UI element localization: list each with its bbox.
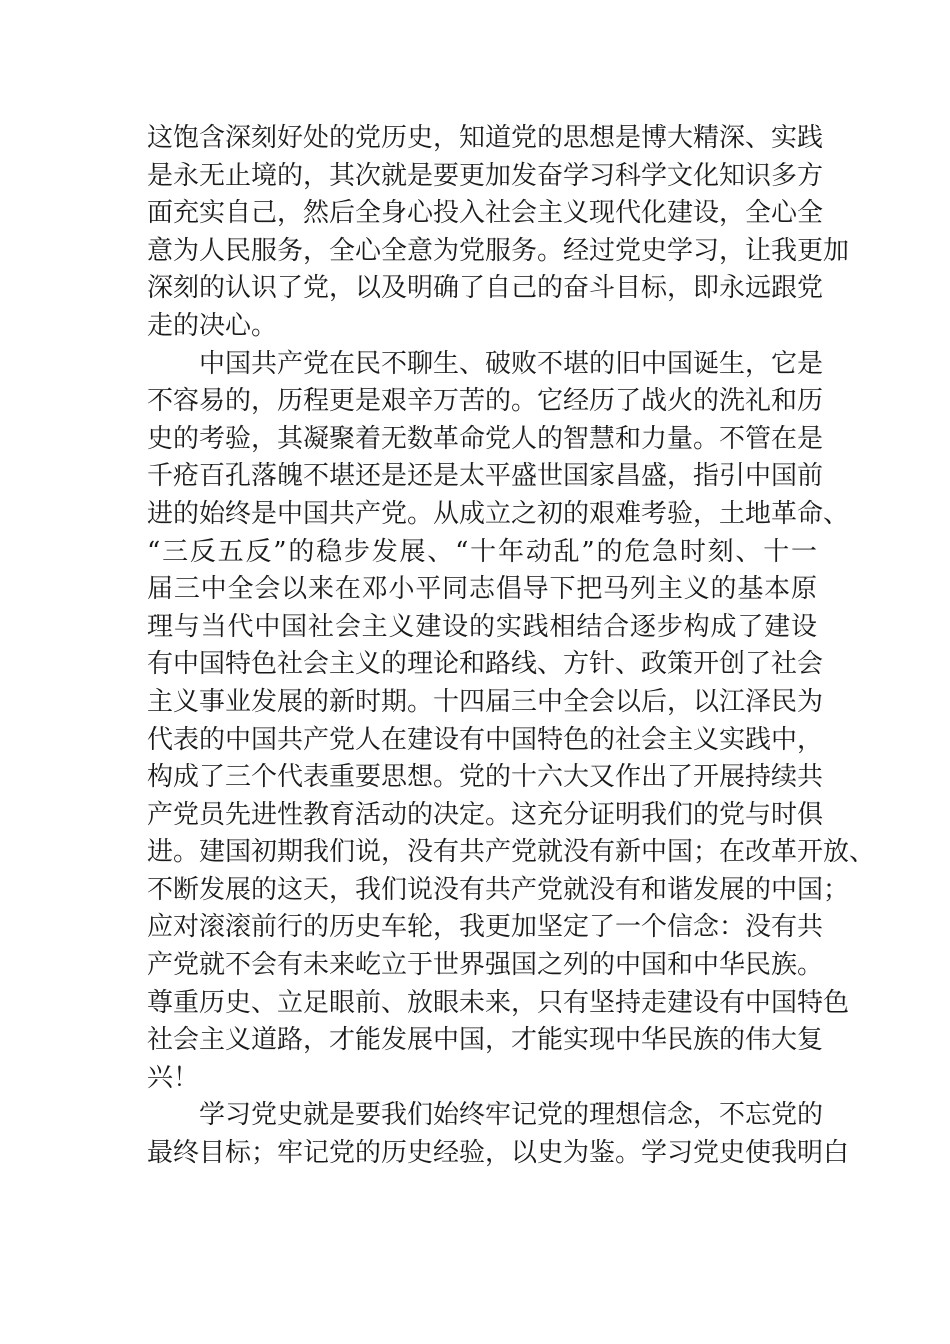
paragraph-2-line-4: 千疮百孔落魄不堪还是还是太平盛世国家昌盛，指引中国前: [147, 461, 824, 492]
paragraph-1-line-4: 意为人民服务，全心全意为党服务。经过党史学习，让我更加: [147, 235, 850, 266]
paragraph-2-line-16: 应对滚滚前行的历史车轮，我更加坚定了一个信念：没有共: [147, 912, 824, 943]
paragraph-2-line-19: 社会主义道路，才能发展中国，才能实现中华民族的伟大复: [147, 1025, 824, 1056]
paragraph-1-line-5: 深刻的认识了党，以及明确了自己的奋斗目标，即永远跟党: [147, 273, 824, 304]
paragraph-2-line-15: 不断发展的这天，我们说没有共产党就没有和谐发展的中国；: [147, 874, 850, 905]
paragraph-2-line-5: 进的始终是中国共产党。从成立之初的艰难考验，土地革命、: [147, 498, 850, 529]
paragraph-2-line-9: 有中国特色社会主义的理论和路线、方针、政策开创了社会: [147, 649, 824, 680]
paragraph-1-line-1: 这饱含深刻好处的党历史，知道党的思想是博大精深、实践: [147, 123, 824, 153]
document-body: [147, 120, 876, 1173]
paragraph-2-line-13: 产党员先进性教育活动的决定。这充分证明我们的党与时俱: [147, 799, 824, 830]
paragraph-2-line-8: 理与当代中国社会主义建设的实践相结合逐步构成了建设: [147, 611, 817, 642]
paragraph-3-line-2: 最终目标；牢记党的历史经验，以史为鉴。学习党史使我明白: [147, 1138, 850, 1169]
paragraph-3-line-1: 学习党史就是要我们始终牢记党的理想信念，不忘党的: [199, 1100, 824, 1131]
paragraph-2-line-12: 构成了三个代表重要思想。党的十六大又作出了开展持续共: [147, 762, 824, 793]
paragraph-2-line-10: 主义事业发展的新时期。十四届三中全会以后，以江泽民为: [147, 686, 824, 717]
paragraph-2-line-6: “三反五反”的稳步发展、“十年动乱”的危急时刻、十一: [147, 536, 817, 567]
paragraph-2-line-20: 兴！: [147, 1062, 200, 1093]
paragraph-2-line-17: 产党就不会有未来屹立于世界强国之列的中国和中华民族。: [147, 950, 824, 981]
paragraph-2-line-1: 中国共产党在民不聊生、破败不堪的旧中国诞生，它是: [199, 348, 824, 379]
paragraph-2-line-2: 不容易的，历程更是艰辛万苦的。它经历了战火的洗礼和历: [147, 386, 824, 417]
paragraph-2-line-3: 史的考验，其凝聚着无数革命党人的智慧和力量。不管在是: [147, 423, 824, 454]
paragraph-2-line-14: 进。建国初期我们说，没有共产党就没有新中国；在改革开放、: [147, 837, 876, 868]
paragraph-2-line-11: 代表的中国共产党人在建设有中国特色的社会主义实践中，: [147, 724, 824, 755]
paragraph-2-line-18: 尊重历史、立足眼前、放眼未来，只有坚持走建设有中国特色: [147, 987, 850, 1018]
paragraph-2-line-7: 届三中全会以来在邓小平同志倡导下把马列主义的基本原: [147, 574, 817, 605]
paragraph-1-line-6: 走的决心。: [147, 310, 278, 341]
paragraph-1-line-3: 面充实自己，然后全身心投入社会主义现代化建设，全心全: [147, 198, 824, 229]
paragraph-1-line-2: 是永无止境的，其次就是要更加发奋学习科学文化知识多方: [147, 160, 824, 191]
